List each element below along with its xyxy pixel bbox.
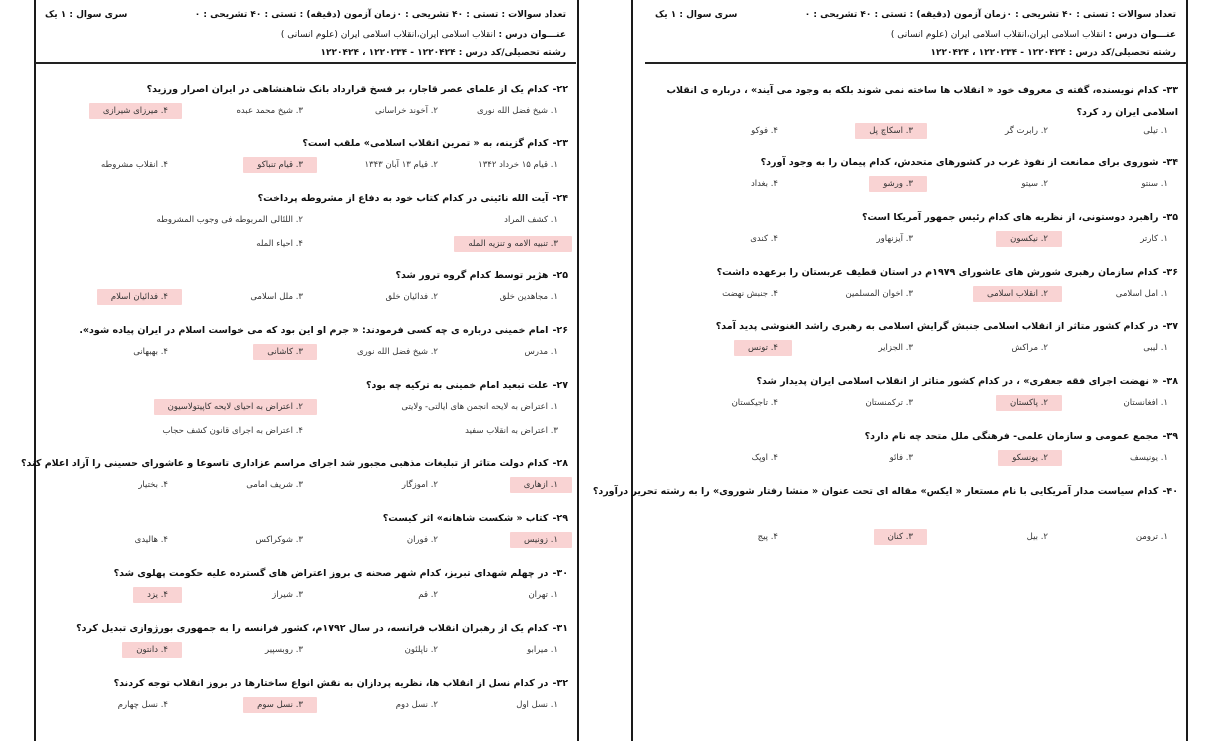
question-body: در چهلم شهدای تبریز، کدام شهر صحنه ی بروز اعتراض های گسترده علیه حکومت پهلوی شد؟ [113, 568, 549, 579]
question-body: کدام یک از علمای عصر قاجار، بر فسخ قرارداد بانک شاهنشاهی در ایران اصرار ورزید؟ [146, 84, 549, 95]
question-number: ۲۶- [552, 325, 568, 336]
answer-option[interactable]: ۴. احیاء المله [256, 239, 303, 249]
answer-option[interactable]: ۱. اعتراض به لایحه انجمن های ایالتی- ولایتی [401, 402, 558, 412]
question-number: ۲۴- [552, 193, 568, 204]
answer-option[interactable]: ۱. تیلی [1143, 126, 1168, 136]
question-number: ۳۷- [1162, 321, 1178, 332]
answer-option[interactable]: ۴. جنبش نهضت [722, 289, 778, 299]
answer-option[interactable]: ۳. ترکمنستان [865, 398, 913, 408]
exam-page-left [21, 0, 576, 741]
question-number: ۳۱- [552, 623, 568, 634]
answer-option[interactable]: ۱. کشف المراد [504, 215, 558, 225]
answer-option-highlighted[interactable]: ۳. ورشو [869, 176, 927, 192]
answer-option-highlighted[interactable]: ۳. کنان [874, 529, 927, 545]
course-title: انقلاب اسلامی ایران،انقلاب اسلامی ایران (علوم انسانی ) [890, 30, 1106, 40]
question-body: کتاب « شکست شاهانه» اثر کیست؟ [382, 513, 549, 524]
question-text [43, 325, 568, 336]
answer-option[interactable]: ۱. یونیسف [1129, 453, 1168, 463]
answer-option[interactable]: ۲. شیخ فضل الله نوری [357, 347, 438, 357]
question-number: ۳۹- [1162, 431, 1178, 442]
answer-option-highlighted[interactable]: ۳. اسکاچ پل [855, 123, 927, 139]
field-label: رشته تحصیلی/کد درس : [1068, 48, 1176, 58]
exam-header [35, 0, 576, 64]
question-number: ۳۰- [552, 568, 568, 579]
answer-option[interactable]: ۲. اموزگار [401, 480, 438, 490]
question-number: ۴۰- [1162, 486, 1178, 497]
answer-option[interactable]: ۲. اللئالی المربوطه فی وجوب المشروطه [156, 215, 303, 225]
answer-option[interactable]: ۴. اعتراض به اجرای قانون کشف حجاب [162, 426, 303, 436]
answer-option[interactable]: ۳. فائو [889, 453, 913, 463]
question-text [43, 193, 568, 204]
question-text [43, 270, 568, 281]
answer-option[interactable]: ۲. فوران [406, 535, 438, 545]
answer-option[interactable]: ۱. امل اسلامی [1115, 289, 1168, 299]
question-text [43, 380, 568, 391]
answer-option-highlighted[interactable]: ۳. تنبیه الامه و تنزیه المله [454, 236, 572, 252]
answer-option-highlighted[interactable]: ۴. میرزای شیرازی [89, 103, 182, 119]
question-number: ۳۴- [1162, 157, 1178, 168]
answer-option[interactable]: ۱. مجاهدین خلق [499, 292, 558, 302]
question-number: ۲۲- [552, 84, 568, 95]
question-text [653, 376, 1178, 387]
course-title: انقلاب اسلامی ایران،انقلاب اسلامی ایران (علوم انسانی ) [280, 30, 496, 40]
answer-option-highlighted[interactable]: ۳. قیام تنباکو [243, 157, 317, 173]
field-label: رشته تحصیلی/کد درس : [458, 48, 566, 58]
answer-option[interactable]: ۲. آخوند خراسانی [375, 106, 438, 116]
answer-option[interactable]: ۲. قم [418, 590, 438, 600]
question-number: ۳۲- [552, 678, 568, 689]
course-title-label: عنـــوان درس : [498, 30, 566, 40]
answer-option[interactable]: ۴. هالیدی [134, 535, 168, 545]
question-body: در کدام نسل از انقلاب ها، نظریه پردازان به نقش انواع ساختارها در بروز انقلاب توجه کردند؟ [113, 678, 549, 689]
answer-option[interactable]: ۲. مراکش [1011, 343, 1048, 353]
answer-option[interactable]: ۱. ترومن [1135, 532, 1168, 542]
question-body: کدام سیاست مدار آمریکایی با نام مستعار « ایکس» مقاله ای تحت عنوان « منشا رفتار شوروی» را به رشته تحریر درآورد؟ [592, 486, 1159, 497]
answer-option[interactable]: ۳. اعتراض به انقلاب سفید [465, 426, 558, 436]
question-text [21, 458, 568, 469]
answer-option[interactable]: ۳. ملل اسلامی [250, 292, 303, 302]
question-body: کدام یک از رهبران انقلاب فرانسه، در سال ۱۷۹۲م، کشور فرانسه را به جمهوری بورژوازی تبدیل کرد؟ [76, 623, 549, 634]
question-number: ۳۶- [1162, 267, 1178, 278]
question-text [653, 80, 1178, 124]
question-body: کدام سازمان رهبری شورش های عاشورای ۱۹۷۹م در استان قطیف عربستان را برعهده داشت؟ [716, 267, 1159, 278]
page-border-mid-left [577, 0, 579, 741]
question-text [653, 267, 1178, 278]
answer-option-highlighted[interactable]: ۳. نسل سوم [243, 697, 317, 713]
question-number: ۲۹- [552, 513, 568, 524]
answer-option-highlighted[interactable]: ۳. کاشانی [253, 344, 317, 360]
exam-header [645, 0, 1186, 64]
exam-time: زمان آزمون (دقیقه) : تستی : ۴۰ تشریحی : ۰ [804, 10, 1006, 20]
answer-option[interactable]: ۴. نسل چهارم [117, 700, 168, 710]
question-number: ۳۵- [1162, 212, 1178, 223]
answer-option[interactable]: ۱. مدرس [524, 347, 558, 357]
answer-option[interactable]: ۳. شریف امامی [246, 480, 303, 490]
answer-option[interactable]: ۳. الجزایر [878, 343, 913, 353]
answer-option-highlighted[interactable]: ۱. ازهاری [510, 477, 572, 493]
question-text [653, 157, 1178, 168]
question-text [43, 513, 568, 524]
question-text [653, 212, 1178, 223]
question-text [43, 84, 568, 95]
question-text [653, 321, 1178, 332]
answer-option-highlighted[interactable]: ۲. پاکستان [996, 395, 1062, 411]
question-number: ۳۳- [1162, 85, 1178, 96]
answer-option[interactable]: ۴. بغداد [750, 179, 778, 189]
question-body: امام خمینی درباره ی چه کسی فرمودند: « جرم او این بود که می خواست اسلام در ایران پیاده شود». [79, 325, 549, 336]
answer-option-highlighted[interactable]: ۲. نیکسون [996, 231, 1062, 247]
answer-option[interactable]: ۲. فدائیان خلق [385, 292, 438, 302]
question-body: علت تبعید امام خمینی به ترکیه چه بود؟ [365, 380, 549, 391]
course-code: ۱۲۲۰۴۲۴ - ۱۲۲۰۲۳۴ ، ۱۲۲۰۴۲۴ [320, 48, 456, 58]
question-body: راهبرد دوستونی، از نظریه های کدام رئیس جمهور آمریکا است؟ [861, 212, 1159, 223]
question-body: آیت الله نائینی در کدام کتاب خود به دفاع از مشروطه پرداخت؟ [257, 193, 549, 204]
answer-option-highlighted[interactable]: ۴. یزد [133, 587, 182, 603]
question-body: هژیر توسط کدام گروه ترور شد؟ [395, 270, 549, 281]
question-count: تعداد سوالات : تستی : ۴۰ تشریحی : ۰ [396, 10, 566, 20]
question-body: کدام گزینه، به « تمرین انقلاب اسلامی» ملقب است؟ [302, 138, 549, 149]
answer-option[interactable]: ۴. بختیار [138, 480, 168, 490]
page-border-mid-right [631, 0, 633, 741]
answer-option[interactable]: ۴. انقلاب مشروطه [100, 160, 168, 170]
answer-option[interactable]: ۲. قیام ۱۳ آبان ۱۳۴۳ [364, 160, 438, 170]
question-number: ۲۵- [552, 270, 568, 281]
question-text [653, 431, 1178, 442]
answer-option[interactable]: ۲. بیل [1026, 532, 1048, 542]
answer-option[interactable]: ۱. قیام ۱۵ خرداد ۱۳۴۲ [478, 160, 558, 170]
question-text [43, 623, 568, 634]
exam-page-right [592, 0, 1186, 741]
answer-option[interactable]: ۱. میرابو [527, 645, 558, 655]
answer-option-highlighted[interactable]: ۴. دانتون [122, 642, 182, 658]
question-body: کدام نویسنده، گفته ی معروف خود « انقلاب ها ساخته نمی شوند بلکه به وجود می آیند» ، درباره ی انقلاب اسلامی ایران رد کرد؟ [666, 85, 1178, 118]
answer-option[interactable]: ۴. اوپک [751, 453, 778, 463]
answer-option[interactable]: ۴. پیج [757, 532, 778, 542]
question-series: سری سوال : ۱ یک [45, 10, 128, 20]
answer-option[interactable]: ۱. کارتر [1140, 234, 1168, 244]
question-body: در کدام کشور متاثر از انقلاب اسلامی جنبش گرایش اسلامی به رهبری راشد الغنوشی پدید آمد؟ [715, 321, 1159, 332]
answer-option[interactable]: ۳. روبسپیر [265, 645, 303, 655]
answer-option[interactable]: ۱. لیبی [1143, 343, 1168, 353]
answer-option[interactable]: ۴. کندی [750, 234, 778, 244]
question-text [43, 568, 568, 579]
course-title-label: عنـــوان درس : [1108, 30, 1176, 40]
question-text [43, 678, 568, 689]
answer-option[interactable]: ۱. شیخ فضل الله نوری [477, 106, 558, 116]
answer-option[interactable]: ۱. سنتو [1141, 179, 1168, 189]
question-count: تعداد سوالات : تستی : ۴۰ تشریحی : ۰ [1006, 10, 1176, 20]
question-text [43, 138, 568, 149]
answer-option-highlighted[interactable]: ۱. زونیس [510, 532, 572, 548]
answer-option[interactable]: ۳. اخوان المسلمین [845, 289, 913, 299]
question-number: ۲۳- [552, 138, 568, 149]
exam-time: زمان آزمون (دقیقه) : تستی : ۴۰ تشریحی : ۰ [194, 10, 396, 20]
answer-option[interactable]: ۱. افغانستان [1123, 398, 1168, 408]
answer-option[interactable]: ۴. تاجیکستان [731, 398, 778, 408]
question-text [592, 486, 1178, 497]
answer-option[interactable]: ۴. بهبهانی [133, 347, 168, 357]
answer-option[interactable]: ۲. رابرت گر [1005, 126, 1048, 136]
answer-option[interactable]: ۳. شوکراکس [255, 535, 303, 545]
answer-option-highlighted[interactable]: ۲. انقلاب اسلامی [973, 286, 1062, 302]
answer-option[interactable]: ۳. شیخ محمد عبده [236, 106, 303, 116]
question-number: ۲۸- [552, 458, 568, 469]
page-border-right [1186, 0, 1188, 741]
question-number: ۳۸- [1162, 376, 1178, 387]
answer-option-highlighted[interactable]: ۲. اعتراض به احیای لایحه کاپیتولاسیون [154, 399, 317, 415]
answer-option[interactable]: ۳. آیزنهاور [876, 234, 913, 244]
answer-option[interactable]: ۱. نسل اول [516, 700, 558, 710]
course-code: ۱۲۲۰۴۲۴ - ۱۲۲۰۲۳۴ ، ۱۲۲۰۴۲۴ [930, 48, 1066, 58]
answer-option[interactable]: ۲. نسل دوم [395, 700, 438, 710]
answer-option[interactable]: ۳. شیراز [272, 590, 303, 600]
answer-option[interactable]: ۲. ناپلئون [404, 645, 438, 655]
answer-option[interactable]: ۱. تهران [528, 590, 558, 600]
answer-option-highlighted[interactable]: ۲. یونسکو [998, 450, 1062, 466]
question-body: شوروی برای ممانعت از نفوذ غرب در کشورهای متحدش، کدام پیمان را به وجود آورد؟ [760, 157, 1159, 168]
answer-option[interactable]: ۴. فوکو [751, 126, 778, 136]
answer-option-highlighted[interactable]: ۴. فدائیان اسلام [97, 289, 182, 305]
question-body: مجمع عمومی و سازمان علمی- فرهنگی ملل متحد چه نام دارد؟ [864, 431, 1159, 442]
question-number: ۲۷- [552, 380, 568, 391]
answer-option-highlighted[interactable]: ۴. تونس [734, 340, 792, 356]
question-body: « نهضت اجرای فقه جعفری» ، در کدام کشور متاثر از انقلاب اسلامی ایران پدیدار شد؟ [756, 376, 1159, 387]
question-body: کدام دولت متاثر از تبلیغات مذهبی مجبور شد اجرای مراسم عزاداری تاسوعا و عاشورای حسینی را آزاد اعلام کند؟ [21, 458, 549, 469]
answer-option[interactable]: ۲. سیتو [1021, 179, 1048, 189]
question-series: سری سوال : ۱ یک [655, 10, 738, 20]
